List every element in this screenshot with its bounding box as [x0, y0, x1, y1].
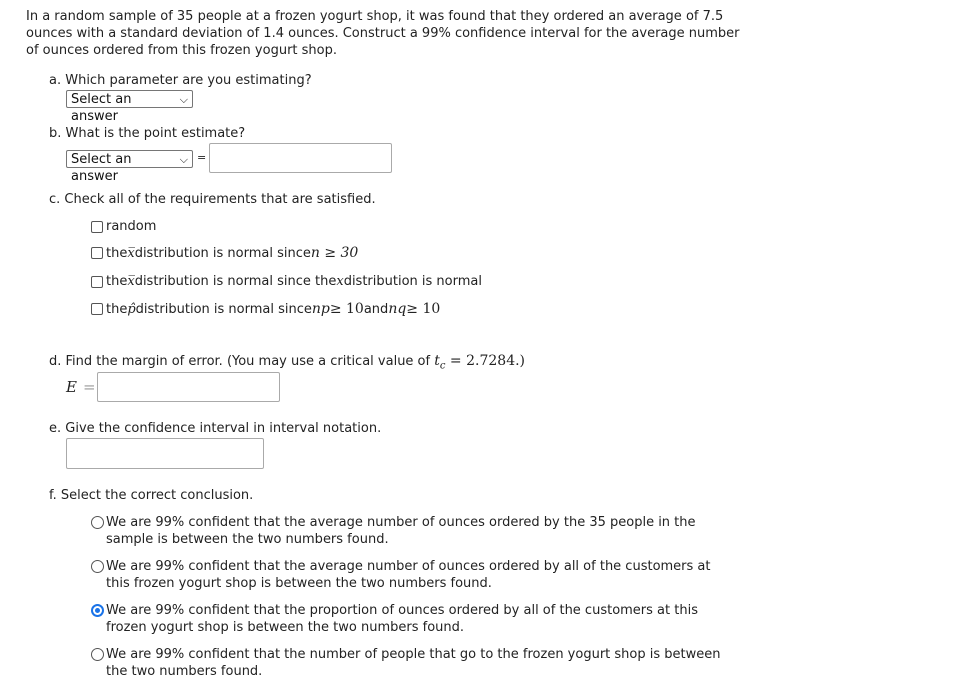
option-text: We are 99% confident that the average number of ounces ordered by the 35 people in the	[106, 515, 696, 530]
x-symbol: x	[336, 274, 344, 289]
xbar-symbol: x̅	[127, 274, 135, 289]
requirement-n30[interactable]	[91, 245, 358, 261]
conclusion-option-3[interactable]	[91, 602, 731, 636]
tc-subscript: c	[439, 360, 446, 372]
label-part: distribution is normal since the	[134, 274, 337, 289]
option-text: We are 99% confident that the proportion of ounces ordered by all of the customers at this	[106, 603, 698, 618]
point-estimate-input[interactable]	[209, 143, 392, 173]
option-text: We are 99% confident that the number of people that go to the frozen yogurt shop is between	[106, 647, 721, 662]
requirement-phat[interactable]	[91, 301, 440, 317]
radio-button[interactable]	[91, 516, 104, 529]
tc-value: = 2.7284.)	[445, 353, 526, 369]
option-text: frozen yogurt shop is between the two numbers found.	[106, 620, 465, 635]
label-part: distribution is normal since	[135, 301, 312, 317]
question-f-label: f. Select the correct conclusion.	[49, 488, 254, 503]
checkbox[interactable]	[91, 303, 103, 315]
requirement-random-label: random	[106, 219, 157, 234]
requirement-x-normal[interactable]	[91, 274, 482, 289]
radio-button[interactable]	[91, 560, 104, 573]
radio-button[interactable]	[91, 648, 104, 661]
tc-symbol: t	[434, 353, 440, 369]
option-text: sample is between the two numbers found.	[106, 532, 389, 547]
option-text: We are 99% confident that the average number of ounces ordered by all of the customers at	[106, 559, 711, 574]
point-estimate-select[interactable]	[66, 150, 193, 184]
math-np: np	[311, 301, 330, 317]
conclusion-option-2[interactable]	[91, 558, 731, 592]
xbar-symbol: x̅	[127, 245, 135, 261]
checkbox[interactable]	[91, 247, 103, 259]
math-value: ≥ 10	[406, 301, 441, 317]
parameter-select-value: Select an answer	[71, 92, 132, 124]
chevron-down-icon: ⌵	[179, 93, 188, 106]
radio-button-selected[interactable]	[91, 604, 104, 617]
problem-statement: In a random sample of 35 people at a frozen yogurt shop, it was found that they ordered an average of 7.5 ounces with a standard deviation of 1.4 ounces. Construct a 99% confidence interval for the average number of ounces ordered from this frozen yogurt shop.	[26, 9, 740, 58]
checkbox[interactable]	[91, 221, 103, 233]
math-nq: nq	[388, 301, 407, 317]
question-a-label: a. Which parameter are you estimating?	[49, 73, 312, 88]
math-expression: n ≥ 30	[310, 245, 359, 261]
label-part: the	[106, 301, 128, 317]
confidence-interval-input[interactable]	[66, 438, 264, 469]
option-text: this frozen yogurt shop is between the two numbers found.	[106, 576, 492, 591]
phat-symbol: p̂	[127, 301, 136, 317]
label-part: the	[106, 245, 128, 261]
checkbox[interactable]	[91, 276, 103, 288]
equals-sign: =	[83, 378, 96, 396]
margin-error-input[interactable]	[97, 372, 280, 402]
math-value: ≥ 10	[329, 301, 364, 317]
question-b-label: b. What is the point estimate?	[49, 126, 246, 141]
chevron-down-icon: ⌵	[179, 153, 188, 166]
parameter-select[interactable]	[66, 90, 193, 124]
question-e-label: e. Give the confidence interval in interval notation.	[49, 421, 382, 436]
label-part: distribution is normal since	[134, 245, 311, 261]
margin-error-symbol: E	[66, 378, 77, 396]
label-part: distribution is normal	[343, 274, 482, 289]
label-part: the	[106, 274, 128, 289]
option-text: the two numbers found.	[106, 664, 263, 679]
conclusion-option-4[interactable]	[91, 646, 731, 680]
point-estimate-select-value: Select an answer	[71, 152, 132, 184]
requirement-random[interactable]	[91, 219, 156, 234]
question-d-label	[49, 353, 525, 372]
conclusion-option-1[interactable]	[91, 514, 731, 548]
equals-sign: =	[197, 151, 207, 164]
question-c-label: c. Check all of the requirements that are satisfied.	[49, 192, 376, 207]
label-part: d. Find the margin of error. (You may use a critical value of	[49, 354, 435, 369]
label-part: and	[363, 301, 389, 317]
